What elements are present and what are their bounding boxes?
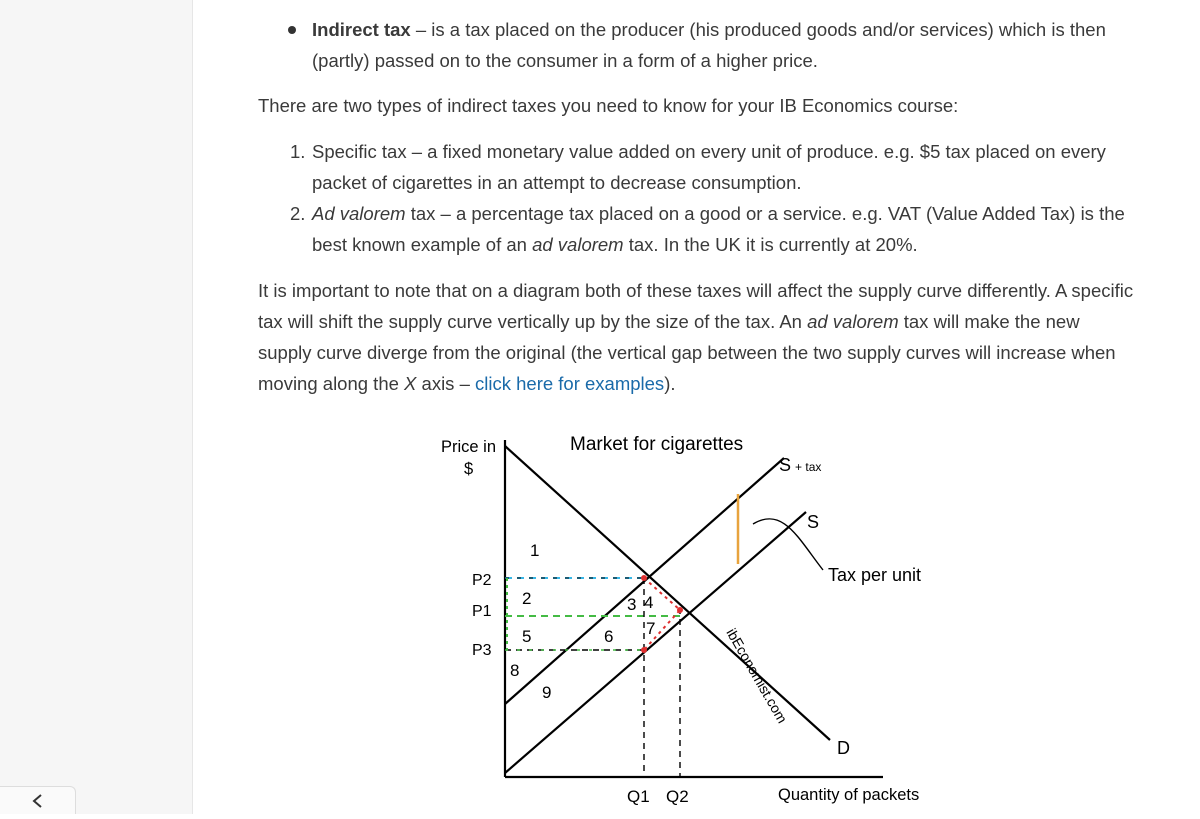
quantity-label-q2: Q2 bbox=[666, 787, 689, 806]
list-number: 2. bbox=[290, 203, 306, 224]
intro-paragraph: There are two types of indirect taxes you need to know for your IB Economics course: bbox=[258, 95, 959, 116]
ad-valorem-text-a: tax – a percentage tax placed on a good or a service. e.g. VAT (Value Added Tax) is the best known example of an bbox=[312, 203, 1125, 255]
price-label-p1: P1 bbox=[472, 603, 492, 620]
article-content bbox=[258, 0, 1138, 399]
supply-curve bbox=[505, 512, 806, 773]
supply-tax-label bbox=[779, 455, 821, 475]
ad-valorem-text-b: tax. In the UK it is currently at 20%. bbox=[623, 234, 918, 255]
y-axis-label: Price in bbox=[441, 438, 497, 456]
chevron-left-icon bbox=[28, 793, 46, 809]
supply-tax-sub: + tax bbox=[795, 460, 822, 474]
list-number: 1. bbox=[290, 141, 306, 162]
examples-link[interactable]: click here for examples bbox=[475, 373, 665, 394]
demand-label: D bbox=[837, 738, 850, 758]
quantity-label-q1: Q1 bbox=[627, 787, 650, 806]
area-label-9: 9 bbox=[542, 683, 552, 702]
note-part4: ). bbox=[664, 373, 676, 394]
note-part3: axis – bbox=[416, 373, 475, 394]
tax-diagram bbox=[438, 428, 958, 814]
definition-list bbox=[258, 14, 1138, 76]
equilibrium-point bbox=[677, 607, 683, 613]
note-paragraph bbox=[258, 275, 1138, 399]
producer-price-point bbox=[641, 647, 647, 653]
list-item bbox=[290, 136, 1138, 198]
area-label-7: 7 bbox=[646, 619, 656, 638]
ad-valorem-term: Ad valorem bbox=[312, 203, 406, 224]
demand-curve bbox=[505, 446, 830, 740]
area-label-4: 4 bbox=[644, 593, 654, 612]
supply-label: S bbox=[807, 512, 820, 532]
note-italic2: X bbox=[404, 373, 417, 394]
sidebar-toggle-button[interactable] bbox=[0, 786, 76, 814]
price-label-p3: P3 bbox=[472, 642, 492, 659]
equilibrium-point-tax bbox=[641, 575, 647, 581]
supply-tax-main: S bbox=[779, 455, 792, 475]
area-label-5: 5 bbox=[522, 627, 532, 646]
note-italic1: ad valorem bbox=[807, 311, 899, 332]
area-label-8: 8 bbox=[510, 661, 520, 680]
note-part2: tax will make the new supply curve diverge from the original (the vertical gap between the two supply curves will increase when moving along the bbox=[258, 311, 1116, 394]
sidebar bbox=[0, 0, 193, 814]
x-axis-label: Quantity of packets bbox=[778, 786, 920, 804]
diagram-title: Market for cigarettes bbox=[570, 434, 744, 455]
price-label-p2: P2 bbox=[472, 572, 492, 589]
area-label-3: 3 bbox=[627, 595, 637, 614]
indirect-tax-term: Indirect tax bbox=[312, 19, 411, 40]
ad-valorem-term-b: ad valorem bbox=[532, 234, 624, 255]
watermark: ibEconomist.com bbox=[723, 625, 791, 726]
specific-tax-text: Specific tax – a fixed monetary value added on every unit of produce. e.g. $5 tax placed on every packet of cigarettes in an attempt to decrease consumption. bbox=[312, 141, 1106, 193]
list-item bbox=[312, 14, 1138, 76]
area-label-6: 6 bbox=[604, 627, 614, 646]
diagram-svg bbox=[438, 428, 958, 814]
area-label-1: 1 bbox=[530, 541, 540, 560]
indirect-tax-definition: – is a tax placed on the producer (his produced goods and/or services) which is then (partly) passed on to the consumer in a form of a higher price. bbox=[312, 19, 1106, 71]
tax-types-list bbox=[258, 136, 1138, 260]
list-item bbox=[290, 198, 1138, 260]
tax-per-unit-label: Tax per unit bbox=[828, 565, 922, 585]
note-part1: It is important to note that on a diagram both of these taxes will affect the supply curve differently. A specific tax will shift the supply curve vertically up by the size of the tax. An bbox=[258, 280, 1134, 332]
area-label-2: 2 bbox=[522, 589, 532, 608]
y-axis-label-unit: $ bbox=[464, 460, 474, 478]
